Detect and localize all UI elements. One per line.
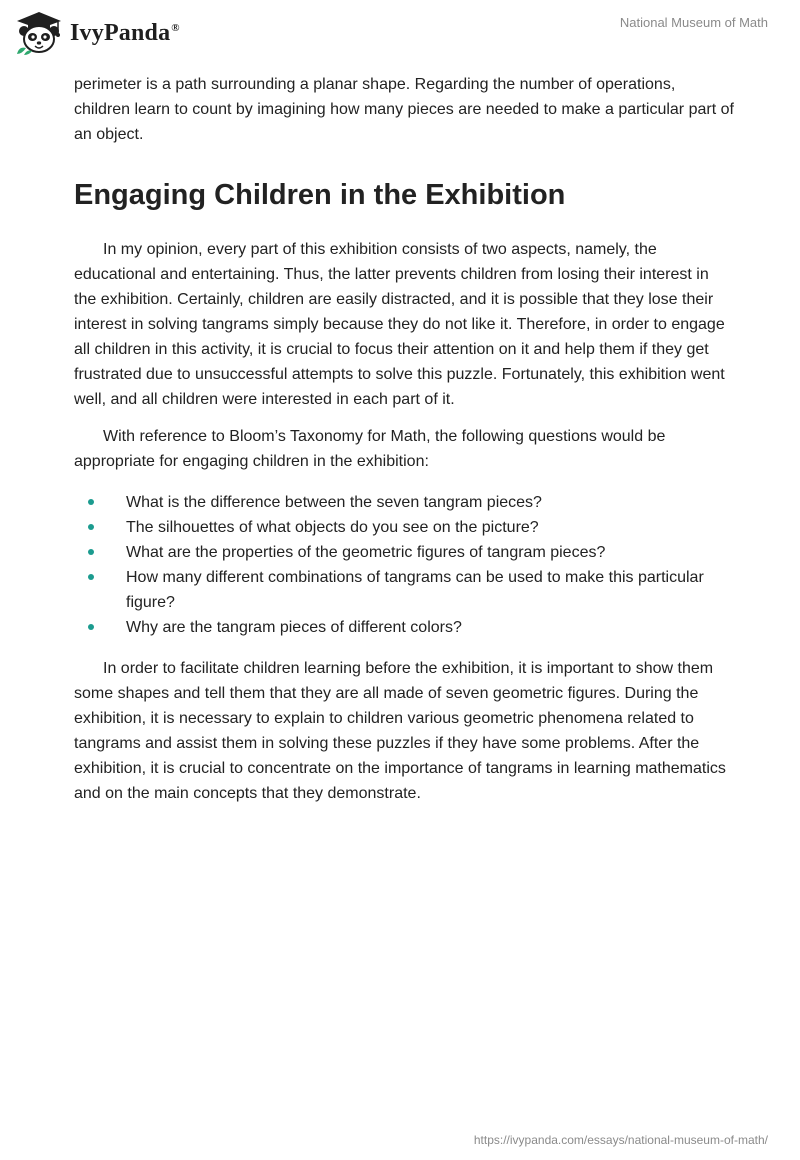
body-paragraph-1: In my opinion, every part of this exhibition consists of two aspects, namely, the educational and entertaining. Thus, the latter prevents children from losing their interest in the exhibition. Certainly, children are easily distracted, and it is possible that they lose their interest in solving tangrams simply because they do not like it. Therefore, in order to engage all children in this activity, it is crucial to focus their attention on it and help them if they get frustrated due to unsuccessful attempts to solve this puzzle. Fortunately, this exhibition went well, and all children were interested in each part of it. — [74, 241, 725, 408]
list-item — [74, 615, 734, 640]
list-item-text: The silhouettes of what objects do you see on the picture? — [126, 519, 539, 536]
list-item — [74, 540, 734, 565]
bullet-icon — [88, 499, 94, 505]
bullet-icon — [88, 624, 94, 630]
logo-text: IvyPanda — [70, 19, 171, 46]
list-item-text: Why are the tangram pieces of different colors? — [126, 619, 462, 636]
question-list — [74, 490, 734, 640]
section-heading: Engaging Children in the Exhibition — [74, 179, 566, 211]
list-item — [74, 490, 734, 515]
list-item — [74, 565, 734, 615]
body-paragraph-2: With reference to Bloom’s Taxonomy for Math, the following questions would be appropriate for engaging children in the exhibition: — [74, 428, 666, 470]
list-item-text: What are the properties of the geometric figures of tangram pieces? — [126, 544, 606, 561]
bullet-icon — [88, 524, 94, 530]
essay-body — [74, 72, 734, 806]
document-title: National Museum of Math — [619, 15, 768, 30]
list-item-text: What is the difference between the seven tangram pieces? — [126, 494, 542, 511]
intro-paragraph: perimeter is a path surrounding a planar shape. Regarding the number of operations, children learn to count by imagining how many pieces are needed to make a particular part of an object. — [74, 76, 734, 143]
list-item-text: How many different combinations of tangrams can be used to make this particular figure? — [126, 569, 704, 611]
source-url-link[interactable]: https://ivypanda.com/essays/national-museum-of-math/ — [473, 1133, 768, 1147]
bullet-icon — [88, 574, 94, 580]
logo[interactable] — [14, 8, 180, 58]
bullet-icon — [88, 549, 94, 555]
registered-mark: ® — [171, 21, 180, 34]
page-header — [0, 0, 800, 70]
body-paragraph-3: In order to facilitate children learning before the exhibition, it is important to show them some shapes and tell them that they are all made of seven geometric figures. During the exhibition, it is necessary to explain to children various geometric phenomena related to tangrams and assist them in solving these puzzles if they have some problems. After the exhibition, it is crucial to concentrate on the importance of tangrams in learning mathematics and on the main concepts that they demonstrate. — [74, 660, 726, 802]
list-item — [74, 515, 734, 540]
logo-wordmark — [70, 20, 180, 47]
panda-graduate-icon — [14, 10, 64, 56]
